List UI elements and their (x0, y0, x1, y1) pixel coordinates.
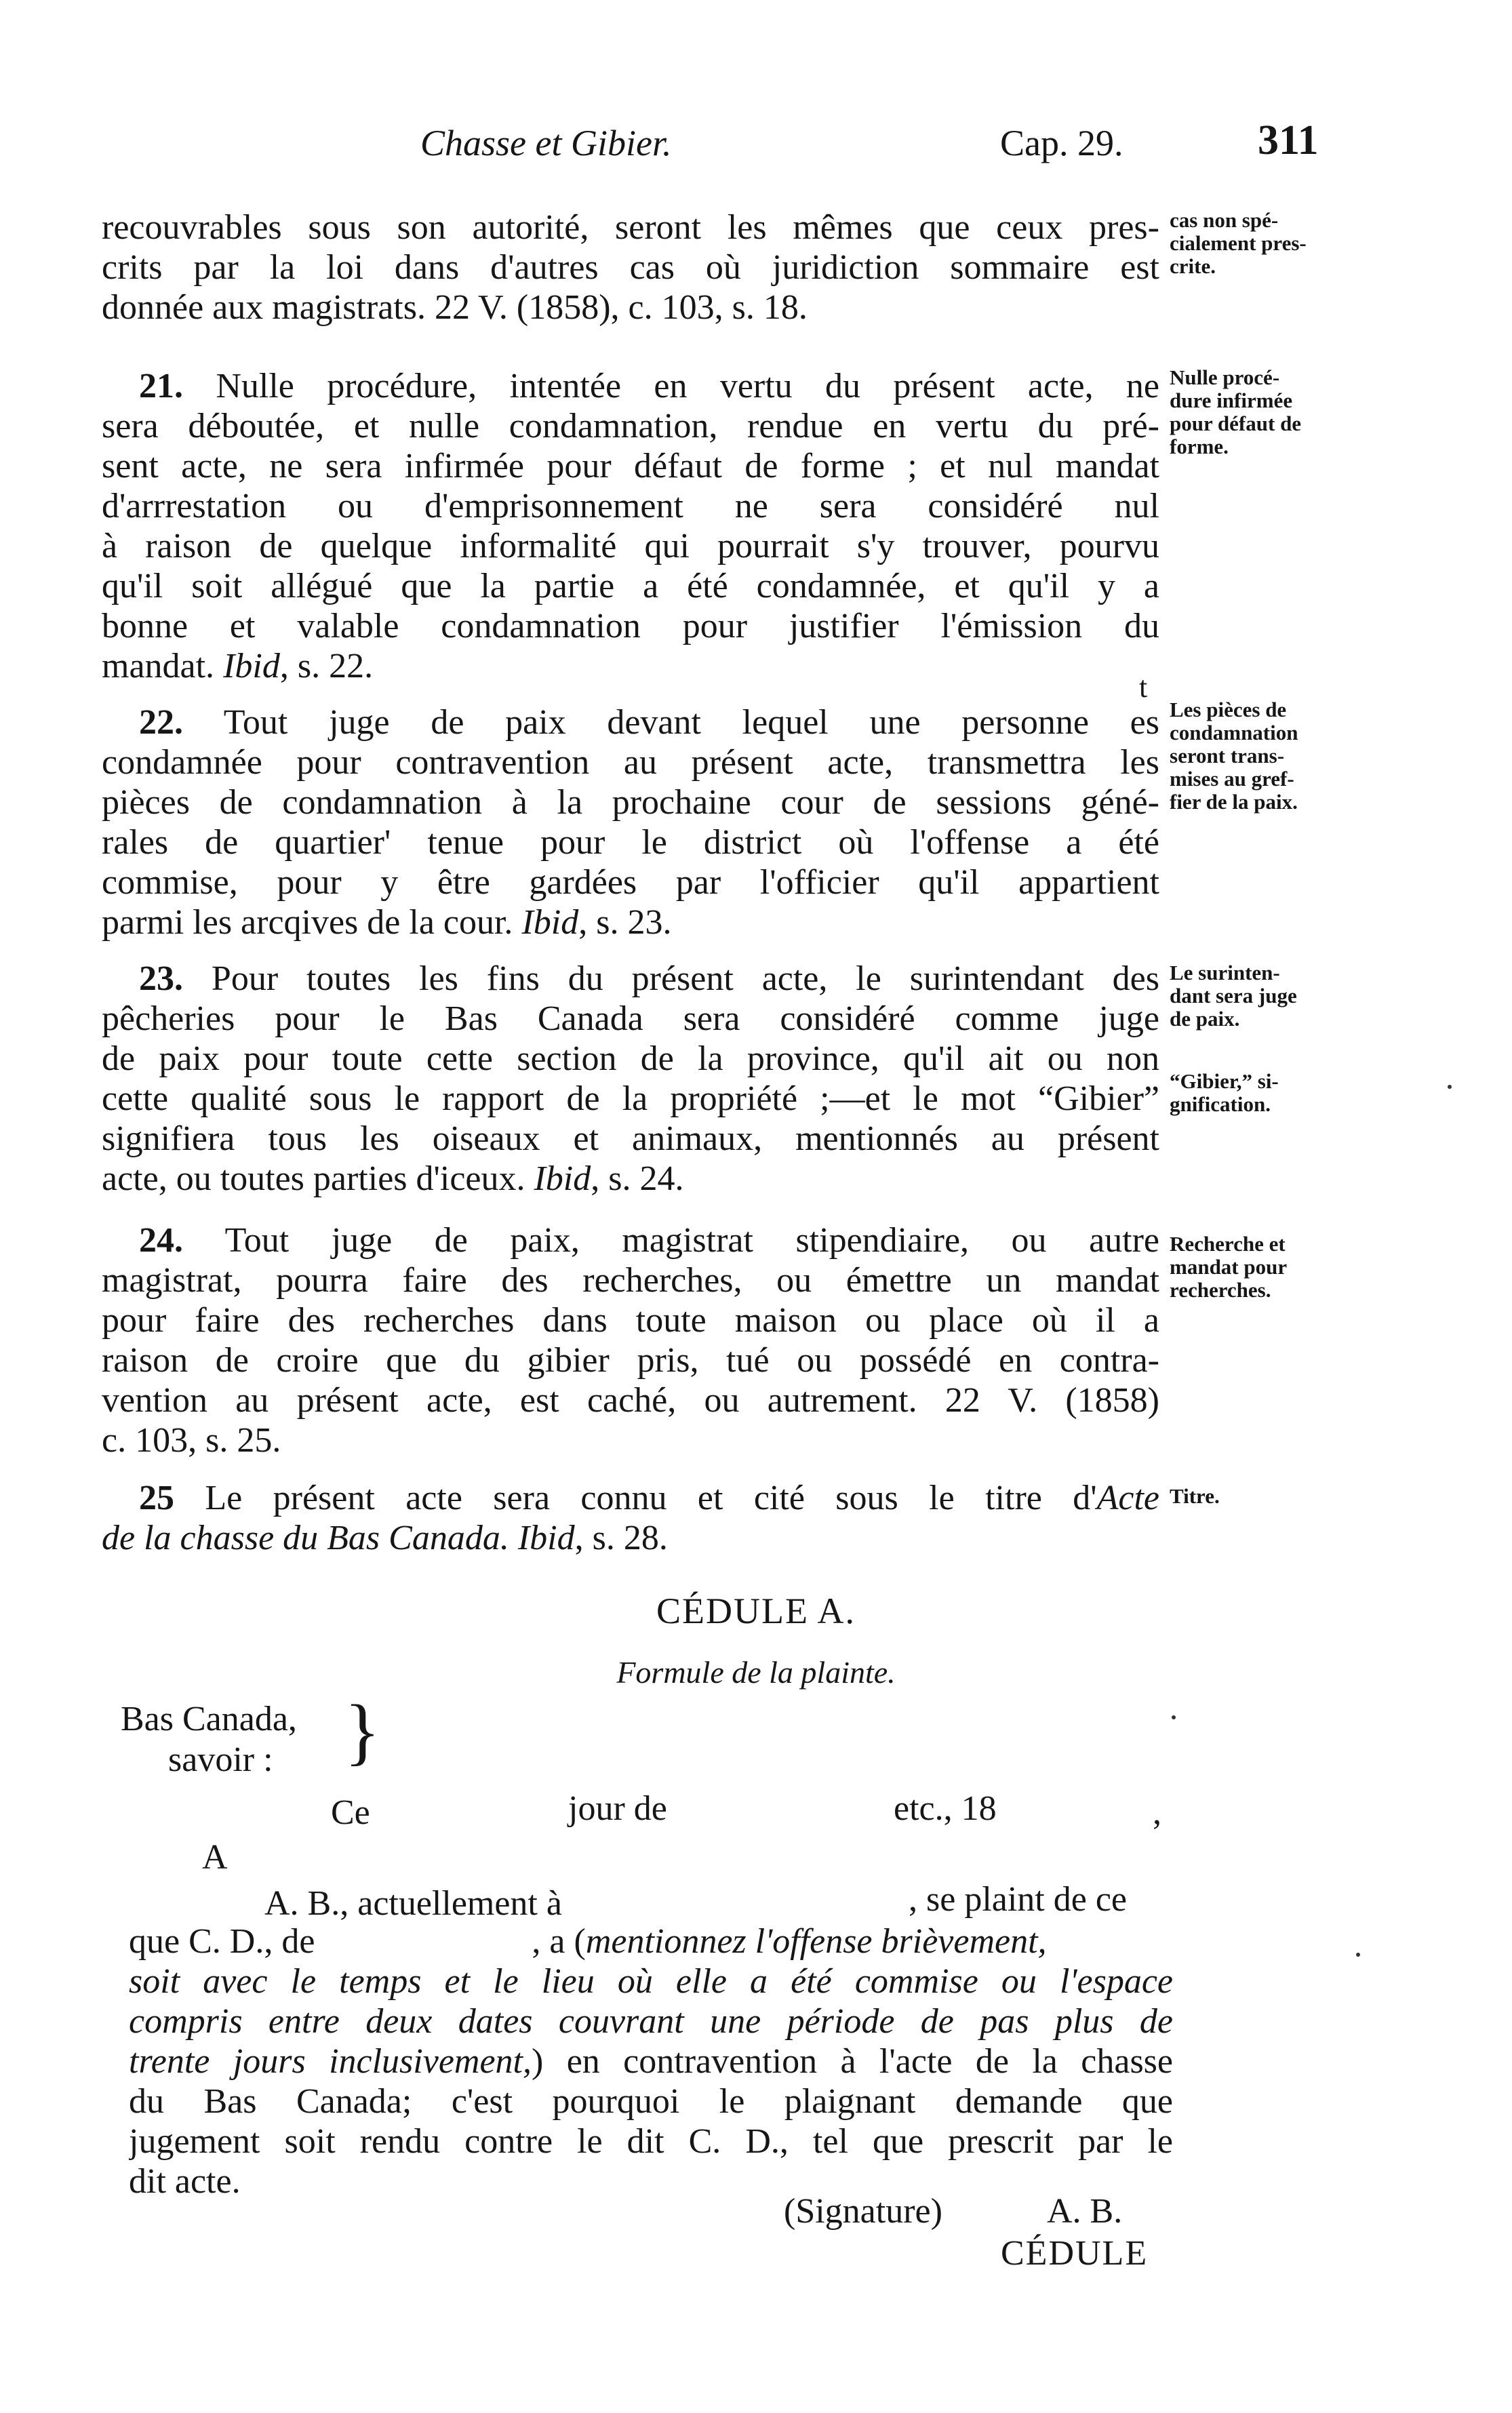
section-21 (102, 366, 1159, 686)
text-line: 21. Nulle procédure, intentée en vertu du présent acte, ne (139, 367, 1159, 405)
margin-note-intro: cas non spé- cialement pres- crite. (1170, 208, 1307, 278)
complaint-body (129, 1921, 1173, 2201)
text-line: 24. Tout juge de paix, magistrat stipendiaire, ou autre (139, 1221, 1159, 1260)
text-line: trente jours inclusivement,) en contravention à l'acte de la chasse (129, 2042, 1173, 2081)
text-line: 25 Le présent acte sera connu et cité sous le titre d'Acte (139, 1479, 1159, 1517)
text-line: condamnée pour contravention au présent acte, transmettra les (102, 743, 1159, 782)
text-line: à raison de quelque informalité qui pourrait s'y trouver, pourvu (102, 527, 1159, 565)
date-ce: Ce (331, 1793, 370, 1832)
text-line: de paix pour toute cette section de la province, qu'il ait ou non (102, 1039, 1159, 1078)
chapter-ref: Cap. 29. (1000, 123, 1123, 163)
text-line: bonne et valable condamnation pour justifier l'émission du (102, 607, 1159, 645)
date-etc: etc., 18 (894, 1789, 997, 1828)
section-number: 23. (139, 959, 183, 998)
text-line: recouvrables sous son autorité, seront les mêmes que ceux pres- (102, 208, 1159, 247)
text-line: raison de croire que du gibier pris, tué ou possédé en contra- (102, 1341, 1159, 1380)
margin-note-23b: “Gibier,” si- gnification. (1170, 1069, 1279, 1116)
section-number: 22. (139, 703, 183, 742)
margin-note-22: Les pièces de condamnation seront trans- mises au gref- fier de la paix. (1170, 698, 1298, 814)
text-line: sent acte, ne sera infirmée pour défaut de forme ; et nul mandat (102, 447, 1159, 485)
text-line: 22. Tout juge de paix devant lequel une personne es (139, 703, 1159, 742)
signature-label: (Signature) (784, 2192, 942, 2231)
text-line: mandat. Ibid, s. 22. (102, 647, 374, 685)
text-line: compris entre deux dates couvrant une période de pas plus de (129, 2002, 1173, 2041)
schedule-title: CÉDULE A. (656, 1591, 856, 1631)
running-title: Chasse et Gibier. (420, 123, 672, 163)
stray-mark: t (1139, 671, 1148, 704)
catchword: CÉDULE (1001, 2234, 1149, 2273)
place-line-1: Bas Canada, (121, 1700, 297, 1738)
text-line: parmi les arcqives de la cour. Ibid, s. 23. (102, 903, 672, 942)
intro-paragraph (102, 207, 1159, 327)
place-line-2: savoir : (168, 1740, 273, 1779)
brace: } (344, 1690, 380, 1772)
text-line: pêcheries pour le Bas Canada sera considéré comme juge (102, 999, 1159, 1038)
text-line: sera déboutée, et nulle condamnation, rendue en vertu du pré- (102, 407, 1159, 445)
section-22 (102, 702, 1159, 942)
scan-speck (1448, 1085, 1452, 1089)
page-number: 311 (1258, 117, 1319, 163)
text-line: dit acte. (129, 2162, 241, 2201)
date-jour: jour de (568, 1789, 667, 1828)
section-number: 24. (139, 1221, 183, 1260)
text-line: 23. Pour toutes les fins du présent acte, le surintendant des (139, 959, 1159, 998)
text-line: donnée aux magistrats. 22 V. (1858), c. 103, s. 18. (102, 288, 808, 327)
complaint-ab: A. B., actuellement à (264, 1884, 562, 1923)
scan-speck (1172, 1715, 1176, 1719)
text-line: cette qualité sous le rapport de la propriété ;—et le mot “Gibier” (102, 1079, 1159, 1118)
signature-name: A. B. (1047, 2192, 1123, 2231)
complaint-plaint: , se plaint de ce (909, 1880, 1127, 1919)
text-line: du Bas Canada; c'est pourquoi le plaignant demande que (129, 2082, 1173, 2121)
scan-speck (1356, 1953, 1360, 1957)
section-number: 21. (139, 367, 183, 405)
text-line: qu'il soit allégué que la partie a été condamnée, et qu'il y a (102, 567, 1159, 605)
text-line: pièces de condamnation à la prochaine cour de sessions géné- (102, 783, 1159, 822)
margin-note-24: Recherche et mandat pour recherches. (1170, 1232, 1288, 1302)
date-comma: , (1153, 1793, 1161, 1832)
text-line: vention au présent acte, est caché, ou autrement. 22 V. (1858) (102, 1381, 1159, 1420)
margin-note-23a: Le surinten- dant sera juge de paix. (1170, 961, 1297, 1031)
a-letter: A (202, 1838, 228, 1877)
text-line: magistrat, pourra faire des recherches, ou émettre un mandat (102, 1261, 1159, 1300)
text-line: acte, ou toutes parties d'iceux. Ibid, s. 24. (102, 1159, 684, 1198)
text-line: jugement soit rendu contre le dit C. D., tel que prescrit par le (129, 2122, 1173, 2161)
text-line: d'arrrestation ou d'emprisonnement ne sera considéré nul (102, 487, 1159, 525)
margin-note-21: Nulle procé- dure infirmée pour défaut de forme. (1170, 365, 1302, 458)
section-23 (102, 959, 1159, 1199)
section-24 (102, 1220, 1159, 1460)
section-25 (102, 1478, 1159, 1558)
text-line: commise, pour y être gardées par l'officier qu'il appartient (102, 863, 1159, 902)
margin-note-25: Titre. (1170, 1484, 1220, 1508)
text-line: signifiera tous les oiseaux et animaux, mentionnés au présent (102, 1119, 1159, 1158)
form-title: Formule de la plainte. (616, 1655, 896, 1690)
text-line: rales de quartier' tenue pour le district où l'offense a été (102, 823, 1159, 862)
text-line: pour faire des recherches dans toute maison ou place où il a (102, 1301, 1159, 1340)
text-line: crits par la loi dans d'autres cas où juridiction sommaire est (102, 248, 1159, 287)
text-line: de la chasse du Bas Canada. Ibid, s. 28. (102, 1519, 668, 1557)
section-number: 25 (139, 1479, 174, 1517)
text-line: que C. D., de , a (mentionnez l'offense brièvement, (129, 1922, 1047, 1961)
text-line: soit avec le temps et le lieu où elle a été commise ou l'espace (129, 1962, 1173, 2001)
text-line: c. 103, s. 25. (102, 1421, 281, 1460)
